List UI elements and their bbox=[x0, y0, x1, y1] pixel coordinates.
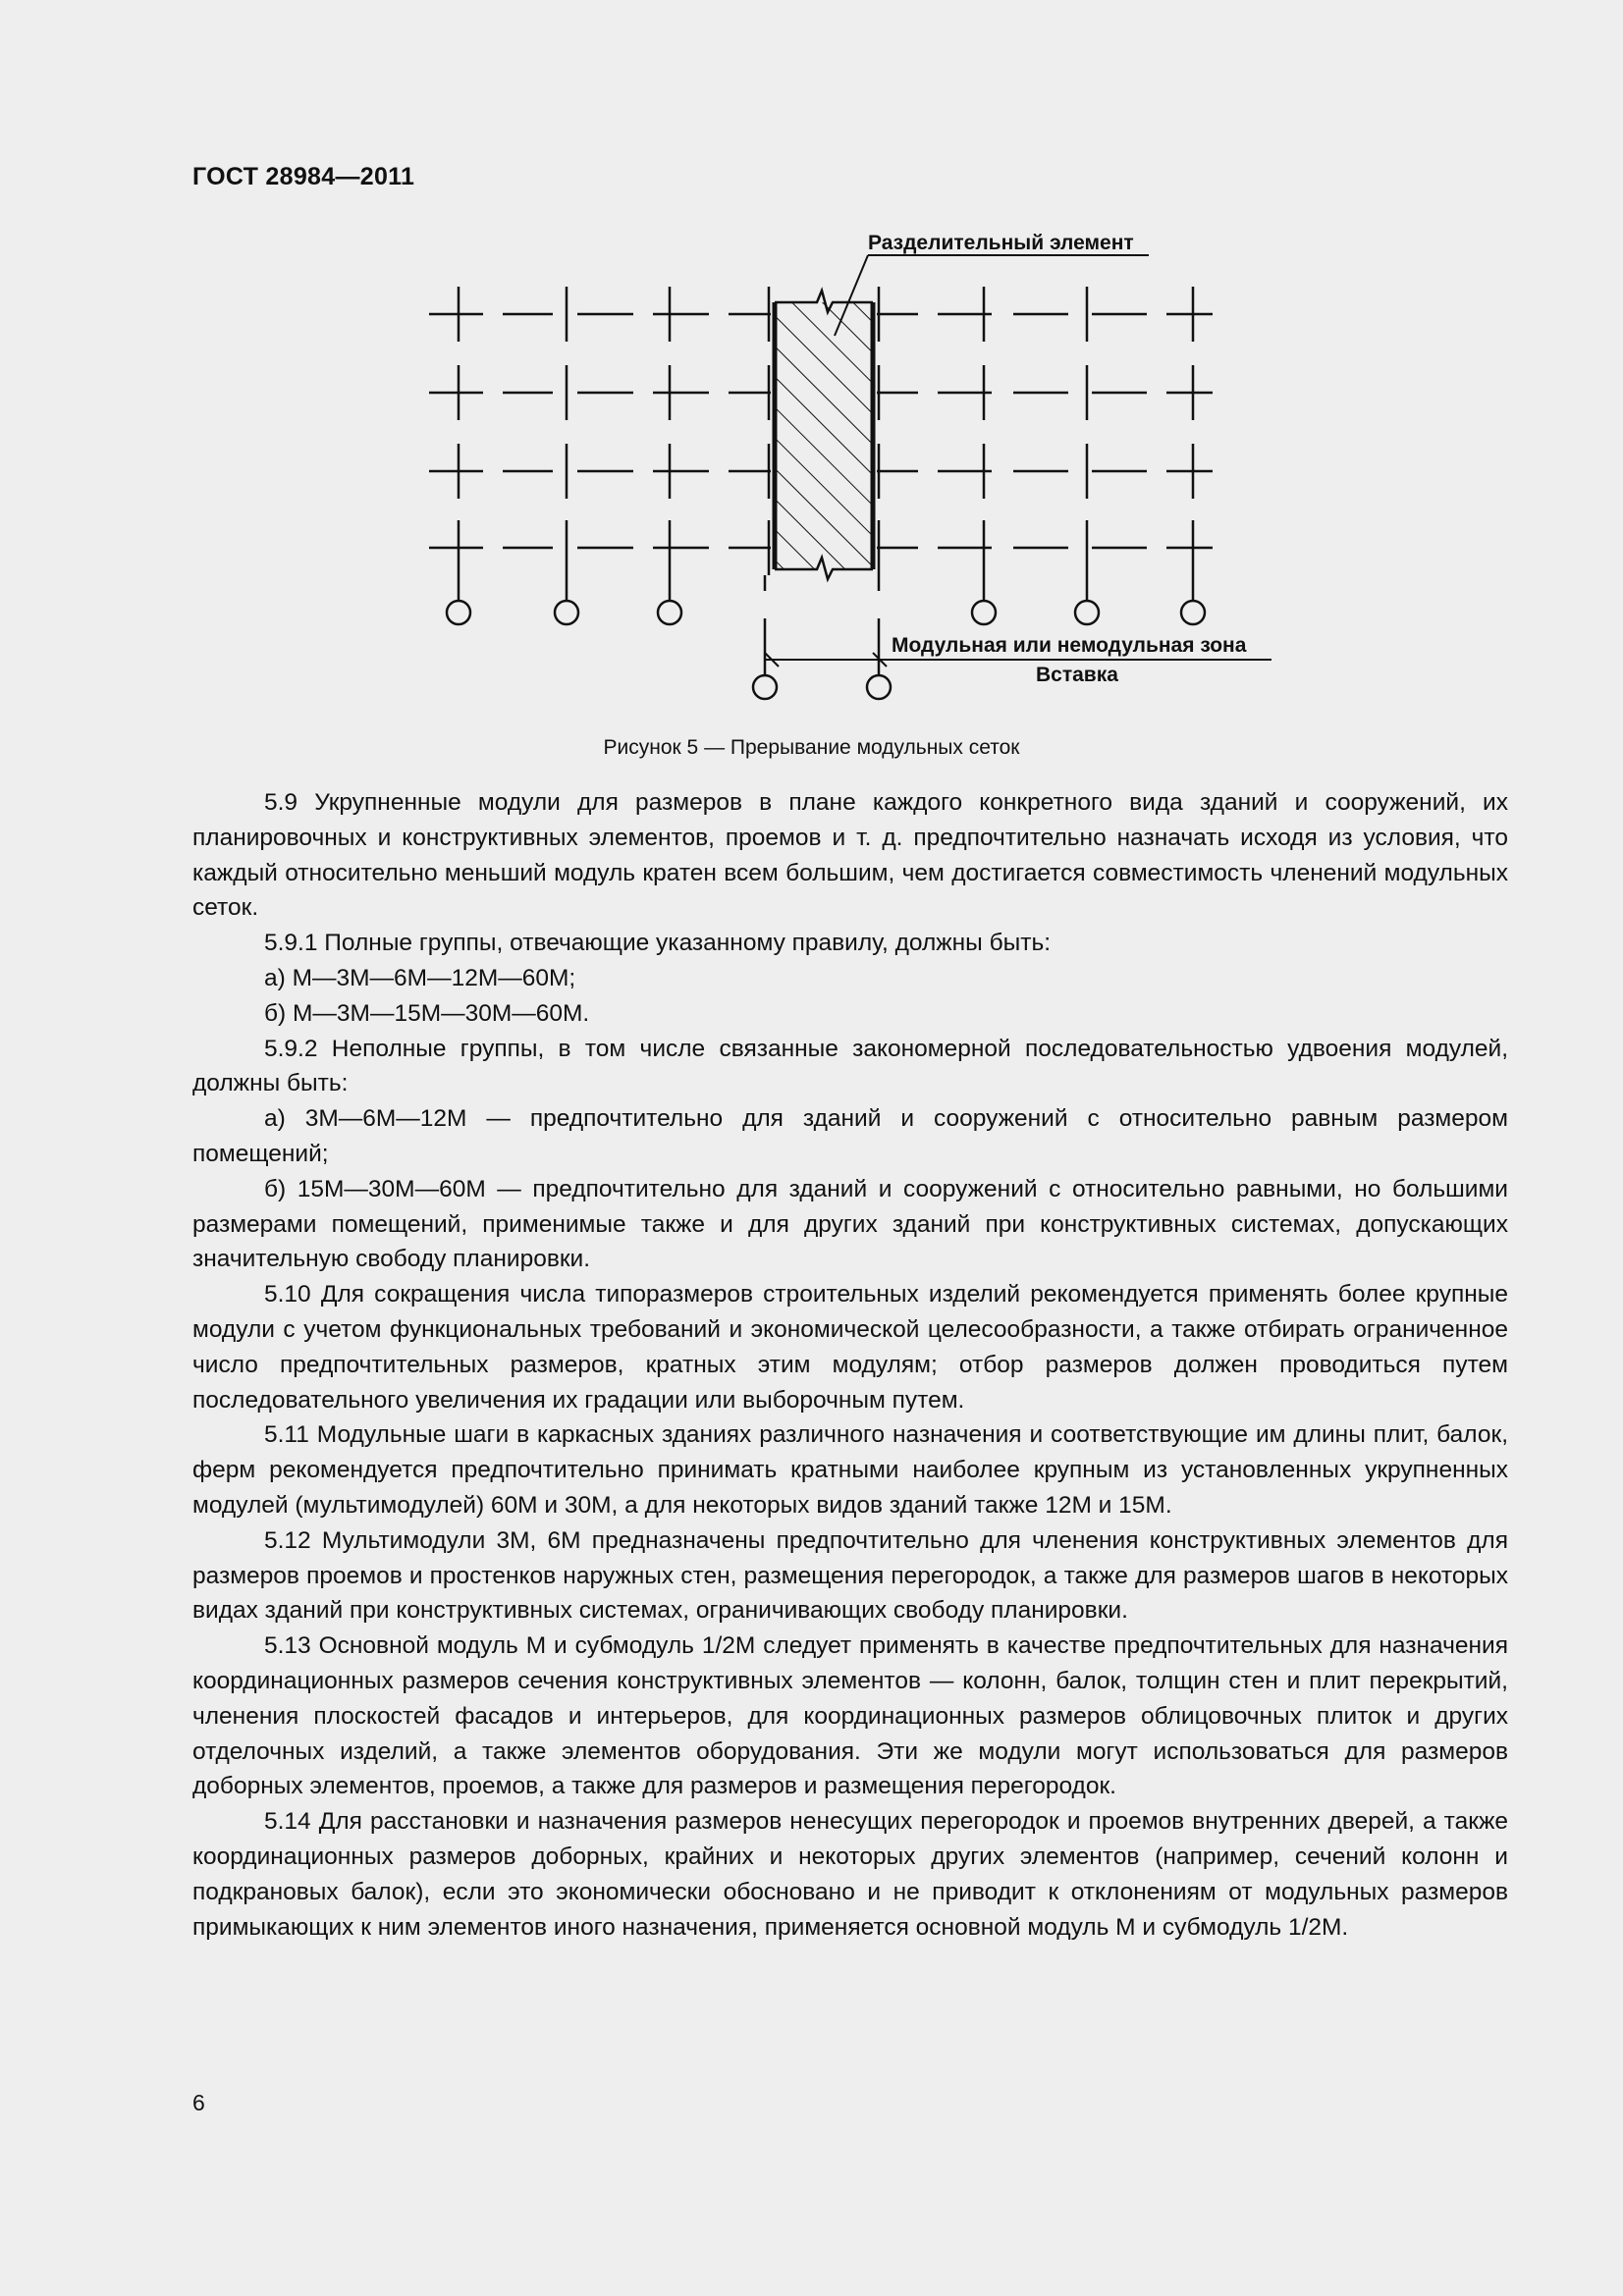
axis-bubble bbox=[1075, 601, 1099, 624]
paragraph: 5.13 Основной модуль М и субмодуль 1/2М следует применять в качестве предпочтительных для назначения координационных размеров сечения конструктивных элементов — колонн, балок, толщин стен и плит перекрытий, членения плоскостей фасадов и интерьеров, для координационных размеров облицовочных плиток и других отделочных изделий, а также элементов оборудования. Эти же модули могут использоваться для размеров доборных элементов, проемов, а также для размеров и размещения перегородок. bbox=[192, 1632, 1508, 1800]
page-number: 6 bbox=[192, 2090, 205, 2115]
separator-leader bbox=[835, 255, 1149, 336]
insert-axis-bubble bbox=[753, 675, 777, 699]
paragraph: б) М—3М—15М—30М—60М. bbox=[264, 999, 590, 1027]
figure-modular-grid-interruption bbox=[0, 0, 1623, 726]
axis-bubble bbox=[658, 601, 681, 624]
label-separating-element: Разделительный элемент bbox=[868, 232, 1134, 254]
paragraph: 5.14 Для расстановки и назначения размеров ненесущих перегородок и проемов внутренних дверей, а также координационных размеров доборных, крайних и некоторых других элементов (например, сечений колонн и подкрановых балок), если это экономически обосновано и не приводит к отклонениям от модульных размеров примыкающих к ним элементов иного назначения, применяется основной модуль М и субмодуль 1/2М. bbox=[192, 1808, 1508, 1941]
paragraph: а) 3М—6М—12М — предпочтительно для зданий и сооружений с относительно равным размером помещений; bbox=[192, 1105, 1508, 1167]
paragraph: 5.10 Для сокращения числа типоразмеров строительных изделий рекомендуется применять более крупные модули с учетом функциональных требований и экономической целесообразности, а также отбирать ограниченное число предпочтительных размеров, кратных этим модулям; отбор размеров должен проводиться путем последовательного увеличения их градации или выборочным путем. bbox=[192, 1281, 1508, 1414]
paragraph: 5.11 Модульные шаги в каркасных зданиях различного назначения и соответствующие им длины плит, балок, ферм рекомендуется предпочтительно принимать кратными наиболее крупным из установленных укрупненных модулей (мультимодулей) 60М и 30М, а для некоторых видов зданий также 12М и 15М. bbox=[192, 1421, 1508, 1519]
paragraph: 5.9.2 Неполные группы, в том числе связанные закономерной последовательностью удвоения модулей, должны быть: bbox=[192, 1035, 1508, 1097]
axis-bubble bbox=[447, 601, 470, 624]
axis-bubble bbox=[1181, 601, 1205, 624]
paragraph: 5.9.1 Полные группы, отвечающие указанному правилу, должны быть: bbox=[264, 930, 1052, 957]
paragraph: 5.12 Мультимодули 3М, 6М предназначены предпочтительно для членения конструктивных элементов для размеров проемов и простенков наружных стен, размещения перегородок, а также для размеров шагов в некоторых видах зданий при конструктивных системах, ограничивающих свободу планировки. bbox=[192, 1526, 1508, 1625]
paragraph: б) 15М—30М—60М — предпочтительно для зданий и сооружений с относительно равными, но большими размерами помещений, применимые также и для других зданий при конструктивных системах, допускающих значительную свободу планировки. bbox=[192, 1175, 1508, 1273]
document-header: ГОСТ 28984—2011 bbox=[192, 163, 415, 190]
axis-bubble bbox=[972, 601, 996, 624]
label-insert: Вставка bbox=[1036, 664, 1118, 686]
insert-axis-bubble bbox=[867, 675, 891, 699]
body-text bbox=[192, 785, 1508, 1945]
paragraph: 5.9 Укрупненные модули для размеров в плане каждого конкретного вида зданий и сооружений, их планировочных и конструктивных элементов, проемов и т. д. предпочтительно назначать исходя из условия, что каждый относительно меньший модуль кратен всем большим, чем достигается совместимость членений модульных сеток. bbox=[192, 789, 1508, 922]
label-modular-zone: Модульная или немодульная зона bbox=[892, 634, 1247, 657]
axis-bubble bbox=[555, 601, 578, 624]
separating-element-wall bbox=[775, 291, 873, 579]
figure-caption: Рисунок 5 — Прерывание модульных сеток bbox=[603, 736, 1020, 759]
paragraph: а) М—3М—6М—12М—60М; bbox=[264, 964, 576, 991]
